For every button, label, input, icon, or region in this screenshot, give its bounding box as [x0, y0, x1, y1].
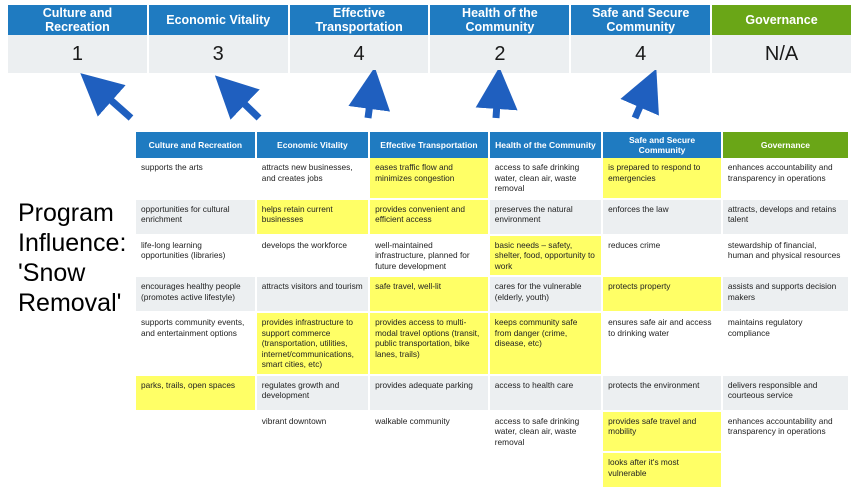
matrix-cell [489, 452, 602, 488]
matrix-cell [256, 452, 369, 488]
matrix-header-effective-transportation: Effective Transportation [369, 132, 489, 158]
matrix-cell [136, 411, 256, 453]
matrix-cell: enhances accountability and transparency in operations [722, 411, 848, 453]
matrix-cell: enhances accountability and transparency in operations [722, 158, 848, 199]
matrix-header-economic-vitality: Economic Vitality [256, 132, 369, 158]
scorecard-score-row [8, 35, 851, 73]
matrix-cell: opportunities for cultural enrichment [136, 199, 256, 235]
matrix-cell: supports community events, and entertainment options [136, 312, 256, 375]
matrix-cell: encourages healthy people (promotes active lifestyle) [136, 276, 256, 312]
scorecard-header-economic-vitality: Economic Vitality [149, 5, 290, 35]
table-row [136, 411, 848, 453]
priority-attributes-matrix [136, 132, 848, 489]
matrix-cell: basic needs – safety, shelter, food, opportunity to work [489, 235, 602, 277]
matrix-header-culture-and-recreation: Culture and Recreation [136, 132, 256, 158]
upward-arrow-4 [496, 88, 498, 118]
matrix-cell: protects property [602, 276, 722, 312]
score-effective-transportation: 4 [290, 35, 431, 73]
matrix-cell [369, 452, 489, 488]
scorecard-header-governance: Governance [712, 5, 851, 35]
matrix-cell: attracts, develops and retains talent [722, 199, 848, 235]
matrix-cell: cares for the vulnerable (elderly, youth) [489, 276, 602, 312]
matrix-cell: access to safe drinking water, clean air, waste removal [489, 158, 602, 199]
score-economic-vitality: 3 [149, 35, 290, 73]
score-health-of-the-community: 2 [430, 35, 571, 73]
matrix-cell: provides infrastructure to support commerce (transportation, utilities, internet/communications, smart cities, etc) [256, 312, 369, 375]
matrix-cell: protects the environment [602, 375, 722, 411]
matrix-cell: develops the workforce [256, 235, 369, 277]
matrix-cell: enforces the law [602, 199, 722, 235]
matrix-cell: supports the arts [136, 158, 256, 199]
scorecard-header-row [8, 5, 851, 35]
matrix-cell [722, 452, 848, 488]
matrix-cell: preserves the natural environment [489, 199, 602, 235]
matrix-cell: keeps community safe from danger (crime, disease, etc) [489, 312, 602, 375]
matrix-cell: stewardship of financial, human and physical resources [722, 235, 848, 277]
caption-line-4: Removal' [18, 289, 122, 317]
matrix-cell [136, 452, 256, 488]
matrix-cell: is prepared to respond to emergencies [602, 158, 722, 199]
table-row [136, 375, 848, 411]
matrix-cell: ensures safe air and access to drinking water [602, 312, 722, 375]
matrix-header-row [136, 132, 848, 158]
matrix-header-governance: Governance [722, 132, 848, 158]
matrix-cell: provides safe travel and mobility [602, 411, 722, 453]
matrix-cell: attracts new businesses, and creates jobs [256, 158, 369, 199]
matrix-cell: eases traffic flow and minimizes congestion [369, 158, 489, 199]
matrix-cell: provides adequate parking [369, 375, 489, 411]
matrix-cell: walkable community [369, 411, 489, 453]
matrix-cell: delivers responsible and courteous service [722, 375, 848, 411]
matrix-cell: assists and supports decision makers [722, 276, 848, 312]
matrix-cell: vibrant downtown [256, 411, 369, 453]
matrix-cell: access to safe drinking water, clean air, waste removal [489, 411, 602, 453]
matrix-cell: provides access to multi-modal travel options (transit, public transportation, bike lanes, trails) [369, 312, 489, 375]
caption-line-1: Program [18, 199, 114, 227]
score-safe-and-secure-community: 4 [571, 35, 712, 73]
arrow-group [0, 70, 859, 140]
table-row [136, 235, 848, 277]
matrix-header-health-of-the-community: Health of the Community [489, 132, 602, 158]
upward-arrow-1 [96, 87, 131, 118]
upward-arrow-3 [368, 88, 372, 118]
matrix-cell: maintains regulatory compliance [722, 312, 848, 375]
matrix-cell: provides convenient and efficient access [369, 199, 489, 235]
priority-scorecard-band [8, 5, 851, 73]
matrix-cell: regulates growth and development [256, 375, 369, 411]
matrix-cell: life-long learning opportunities (libraries) [136, 235, 256, 277]
matrix-cell: parks, trails, open spaces [136, 375, 256, 411]
caption-line-3: 'Snow [18, 259, 86, 287]
scorecard-header-culture-and-recreation: Culture and Recreation [8, 5, 149, 35]
table-row [136, 158, 848, 199]
matrix-cell: helps retain current businesses [256, 199, 369, 235]
matrix-header-safe-and-secure-community: Safe and Secure Community [602, 132, 722, 158]
scorecard-header-safe-and-secure-community: Safe and Secure Community [571, 5, 712, 35]
matrix-cell: reduces crime [602, 235, 722, 277]
upward-arrow-2 [230, 90, 259, 118]
table-row [136, 312, 848, 375]
table-row [136, 452, 848, 488]
table-row [136, 276, 848, 312]
matrix-cell: safe travel, well-lit [369, 276, 489, 312]
matrix-cell: looks after it's most vulnerable [602, 452, 722, 488]
upward-arrow-5 [635, 88, 648, 118]
caption-line-2: Influence: [18, 229, 127, 257]
program-influence-caption [18, 198, 136, 318]
scorecard-header-health-of-the-community: Health of the Community [430, 5, 571, 35]
matrix-cell: access to health care [489, 375, 602, 411]
score-governance: N/A [764, 42, 799, 65]
matrix-cell: attracts visitors and tourism [256, 276, 369, 312]
scorecard-header-effective-transportation: Effective Transportation [290, 5, 431, 35]
matrix-body [136, 158, 848, 488]
score-culture-and-recreation: 1 [8, 35, 149, 73]
matrix-cell: well-maintained infrastructure, planned for future development [369, 235, 489, 277]
table-row [136, 199, 848, 235]
